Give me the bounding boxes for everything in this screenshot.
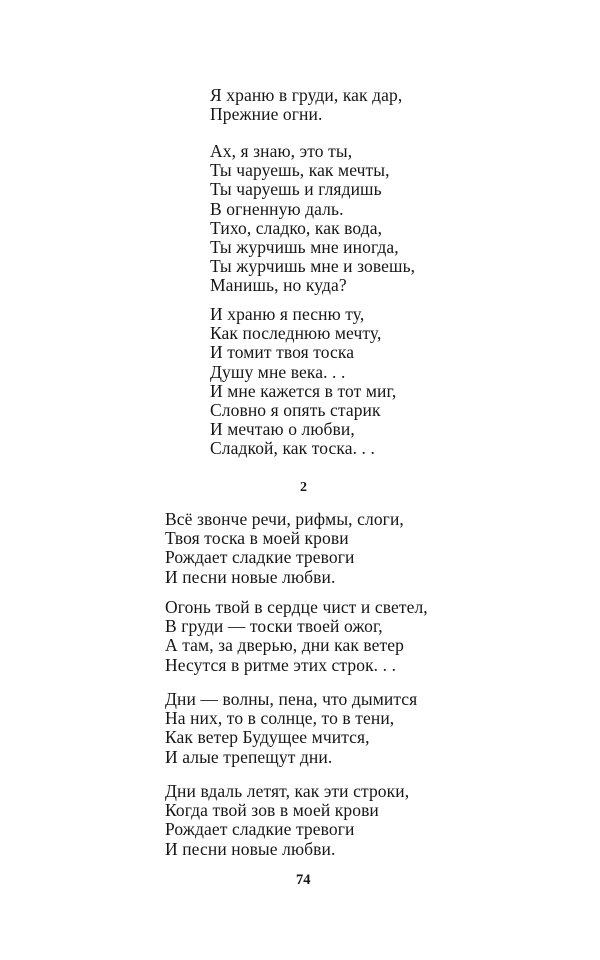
poem-line: Прежние огни. [210, 104, 323, 125]
poem-line: Дни — волны, пена, что дымится [165, 689, 418, 709]
poem-line: Ты чаруешь, как мечты, [210, 160, 390, 181]
poem-line: Рождает сладкие тревоги [165, 819, 355, 840]
poem-line: Ах, я знаю, это ты, [210, 141, 353, 161]
poem-line: Рождает сладкие тревоги [165, 547, 355, 568]
poem-line: Как последнюю мечту, [210, 323, 382, 344]
poem-line: И храню я песню ту, [210, 304, 365, 324]
poem-line: А там, за дверью, дни как ветер [165, 635, 404, 656]
poem-line: И мне кажется в тот миг, [210, 380, 397, 401]
poem-stanza [210, 142, 415, 296]
poem-line: Несутся в ритме этих строк. . . [165, 654, 397, 675]
poem-stanza [165, 782, 409, 859]
poem-line: Огонь твой в сердце чист и светел, [165, 597, 428, 617]
section-number: 2 [300, 480, 307, 495]
poem-line: Всё звонче речи, рифмы, слоги, [165, 509, 404, 529]
poem-line: На них, то в солнце, то в тени, [165, 708, 395, 729]
poem-line: Ты журчишь мне иногда, [210, 237, 399, 258]
poem-line: Ты чаруешь и глядишь [210, 179, 382, 200]
poem-line: Сладкой, как тоска. . . [210, 438, 375, 459]
poem-stanza [165, 598, 428, 675]
poem-stanza [210, 305, 396, 459]
poem-line: И томит твоя тоска [210, 342, 355, 363]
poem-line: Манишь, но куда? [210, 275, 347, 296]
poem-line: Словно я опять старик [210, 400, 381, 421]
poem-line: И алые трепещут дни. [165, 746, 333, 767]
poem-line: Твоя тоска в моей крови [165, 528, 349, 549]
poem-line: Тихо, сладко, как вода, [210, 217, 383, 238]
poem-line: И песни новые любви. [165, 838, 336, 859]
poem-stanza [165, 510, 404, 587]
poem-line: В огненную даль. [210, 198, 344, 219]
poem-line: И мечтаю о любви, [210, 419, 355, 440]
poem-line: Я храню в груди, как дар, [210, 85, 403, 105]
page-number: 74 [296, 872, 311, 888]
poem-line: Как ветер Будущее мчится, [165, 727, 370, 748]
poem-line: В груди — тоски твоей ожог, [165, 616, 383, 637]
poem-stanza [210, 86, 402, 124]
poem-stanza [165, 690, 417, 767]
poem-line: Дни вдаль летят, как эти строки, [165, 781, 410, 801]
poem-line: Ты журчишь мне и зовешь, [210, 256, 416, 277]
poem-line: И песни новые любви. [165, 566, 336, 587]
poem-line: Когда твой зов в моей крови [165, 800, 379, 821]
poem-line: Душу мне века. . . [210, 361, 346, 382]
